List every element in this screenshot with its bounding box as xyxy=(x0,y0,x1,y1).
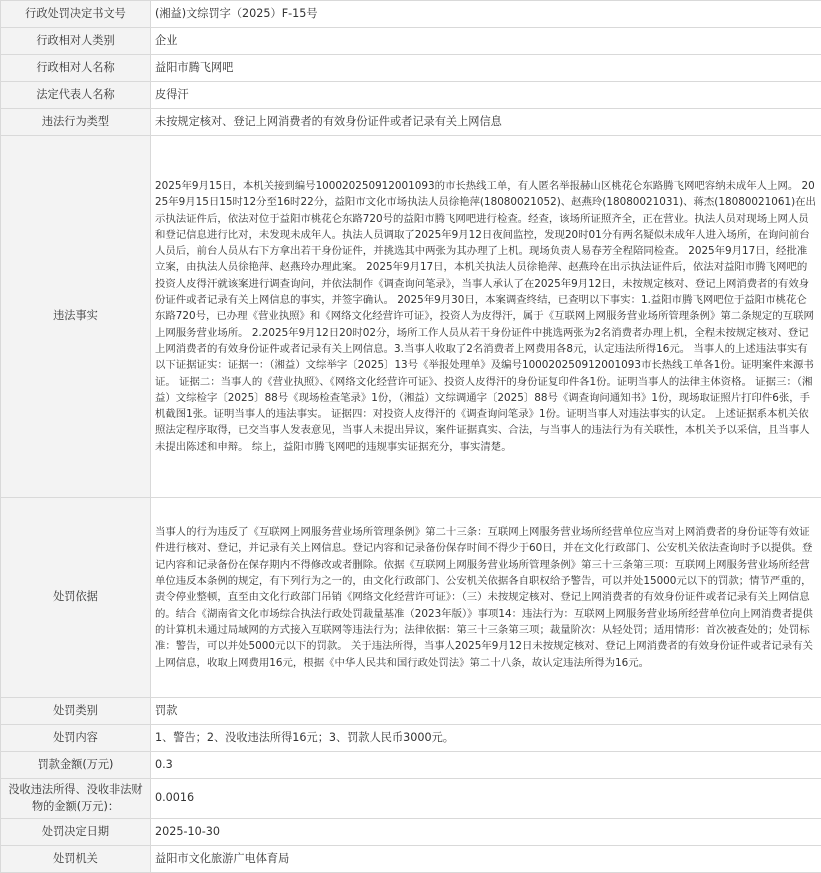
table-row xyxy=(1,819,821,846)
table-row xyxy=(1,498,821,698)
row-value-legal-representative: 皮得汗 xyxy=(151,82,821,109)
row-value-violation-facts xyxy=(151,136,821,498)
row-value-violation-type: 未按规定核对、登记上网消费者的有效身份证件或者记录有关上网信息 xyxy=(151,109,821,136)
row-label-decision-date: 处罚决定日期 xyxy=(1,819,151,846)
table-row xyxy=(1,846,821,873)
table-row xyxy=(1,82,821,109)
row-label-penalty-basis: 处罚依据 xyxy=(1,498,151,698)
table-row xyxy=(1,752,821,779)
row-label-penalty-authority: 处罚机关 xyxy=(1,846,151,873)
table-row xyxy=(1,725,821,752)
table-row xyxy=(1,28,821,55)
table-row xyxy=(1,55,821,82)
violation-facts-text: 2025年9月15日，本机关接到编号10002025091200109​3的市长热线工单，有人匿名举报赫山区桃花仑东路腾飞网吧容纳未成年人上网。 2025年9月15日15时12分至16时22分，益阳市文化市场执法人员徐艳萍(18080021052)、赵燕玲(18080021031)、蒋杰(18080021061)在出示执法证件后，依法对位于益阳市桃花仑东路720号的益阳市腾飞网吧进行检查。经查，该场所证照齐全，正在营业。执法人员对现场上网人员和登记信息进行比对，未发现未成年人。执法人员调取了2025年9月12日夜间监控，发现20时01分有两名疑似未成年人进入场所，在询问前台人员后，前台人员从右下方拿出若干身份证件，并挑选其中两张为其办理了上机。现场负责人易春芳全程陪同检查。 2025年9月17日，经批准立案，由执法人员徐艳萍、赵燕玲办理此案。 2025年9月17日，本机关执法人员徐艳萍、赵燕玲在出示执法证件后，依法对益阳市腾飞网吧的投资人皮得汗就该案进行调查询问，并依法制作《调查询问笔录》，当事人承认了在2025年9月12日，未按规定核对、登记上网消费者的有效身份证件或者记录有关上网信息的事实，并签字确认。 2025年9月30日，本案调查终结，已查明以下事实：1.益阳市腾飞网吧位于益阳市桃花仑东路720号，已办理《营业执照》和《网络文化经营许可证》，投资人为皮得汗，属于《互联网上网服务营业场所管理条例》第二条规定的互联网上网服务营业场所。 2.2025年9月12日20时02分，场所工作人员从若干身份证件中挑选两张为2名消费者办理上机，全程未按规定核对、登记上网消费者的有效身份证件或者记录有关上网信息。3.当事人收取了2名消费者上网费用各8元，认定违法所得16元。 当事人的上述违法事实有以下证据证实：证据一：（湘益）文综举字〔2025〕13号《举报处理单》及编号10002025091200109​3市长热线工单各1份。证明案件来源书证。 证据二：当事人的《营业执照》、《网络文化经营许可证》、投资人皮得汗的身份证复印件各1份。证明当事人的法律主体资格。 证据三：（湘益）文综检字〔2025〕88号《现场检查笔录》1份，（湘益）文综调通字〔2025〕88号《调查询问通知书》1份，现场取证照片打印件6张，手机截图1张。证明当事人的违法事实。 证据四：对投资人皮得汗的《调查询问笔录》1份。证明当事人对违法事实的认定。 上述证据系本机关依照法定程序取得，已交当事人发表意见，当事人未提出异议，案件证据真实、合法，与当事人的违法行为有关联性，本机关予以采信，且当事人未提出陈述和申辩。 综上，益阳市腾飞网吧的违规事实证据充分，事实清楚。 xyxy=(155,178,817,455)
row-label-party-category: 行政相对人类别 xyxy=(1,28,151,55)
row-value-penalty-authority: 益阳市文化旅游广电体育局 xyxy=(151,846,821,873)
row-value-party-name: 益阳市腾飞网吧 xyxy=(151,55,821,82)
table-row xyxy=(1,1,821,28)
penalty-basis-text: 当事人的行为违反了《互联网上网服务营业场所管理条例》第二十三条：互联网上网服务营业场所经营单位应当对上网消费者的身份证等有效证件进行核对、登记，并记录有关上网信息。登记内容和记录备份保存时间不得少于60日，并在文化行政部门、公安机关依法查询时予以提供。登记内容和记录备份在保存期内不得修改或者删除。依据《互联网上网服务营业场所管理条例》第三十三条第三项：互联网上网服务营业场所经营单位违反本条例的规定，有下列行为之一的，由文化行政部门、公安机关依据各自职权给予警告，可以并处15000元以下的罚款；情节严重的，责令停业整顿，直至由文化行政部门吊销《网络文化经营许可证》：（三）未按规定核对、登记上网消费者的有效身份证件或者记录有关上网信息的。结合《湖南省文化市场综合执法行政处罚裁量基准（2023年版）》事项14：违法行为：互联网上网服务营业场所经营单位向上网消费者提供的计算机未通过局域网的方式接入互联网等违法行为；法律依据：第三十三条第三项；裁量阶次：从轻处罚；适用情形：首次被查处的；处罚标准：警告，可以并处5000元以下的罚款。 关于违法所得，当事人2025年9月12日未按规定核对、登记上网消费者的有效身份证件或者记录有关上网信息，收取上网费用16元，根据《中华人民共和国行政处罚法》第二十八条，故认定违法所得为16元。 xyxy=(155,524,817,671)
row-value-decision-date: 2025-10-30 xyxy=(151,819,821,846)
row-label-violation-type: 违法行为类型 xyxy=(1,109,151,136)
row-label-fine-amount: 罚款金额(万元) xyxy=(1,752,151,779)
row-label-party-name: 行政相对人名称 xyxy=(1,55,151,82)
row-value-party-category: 企业 xyxy=(151,28,821,55)
row-label-penalty-content: 处罚内容 xyxy=(1,725,151,752)
table-row xyxy=(1,109,821,136)
row-label-decision-number: 行政处罚决定书文号 xyxy=(1,1,151,28)
table-row xyxy=(1,698,821,725)
row-value-decision-number: (湘益)文综罚字（2025）F-15号 xyxy=(151,1,821,28)
row-label-confiscation-amount: 没收违法所得、没收非法财物的金额(万元)： xyxy=(1,779,151,819)
row-label-penalty-category: 处罚类别 xyxy=(1,698,151,725)
row-label-violation-facts: 违法事实 xyxy=(1,136,151,498)
row-value-fine-amount: 0.3 xyxy=(151,752,821,779)
table-row xyxy=(1,779,821,819)
row-label-legal-representative: 法定代表人名称 xyxy=(1,82,151,109)
row-value-penalty-category: 罚款 xyxy=(151,698,821,725)
row-value-penalty-content: 1、警告；2、没收违法所得16元；3、罚款人民币3000元。 xyxy=(151,725,821,752)
row-value-confiscation-amount: 0.0016 xyxy=(151,779,821,819)
table-row xyxy=(1,136,821,498)
row-value-penalty-basis xyxy=(151,498,821,698)
